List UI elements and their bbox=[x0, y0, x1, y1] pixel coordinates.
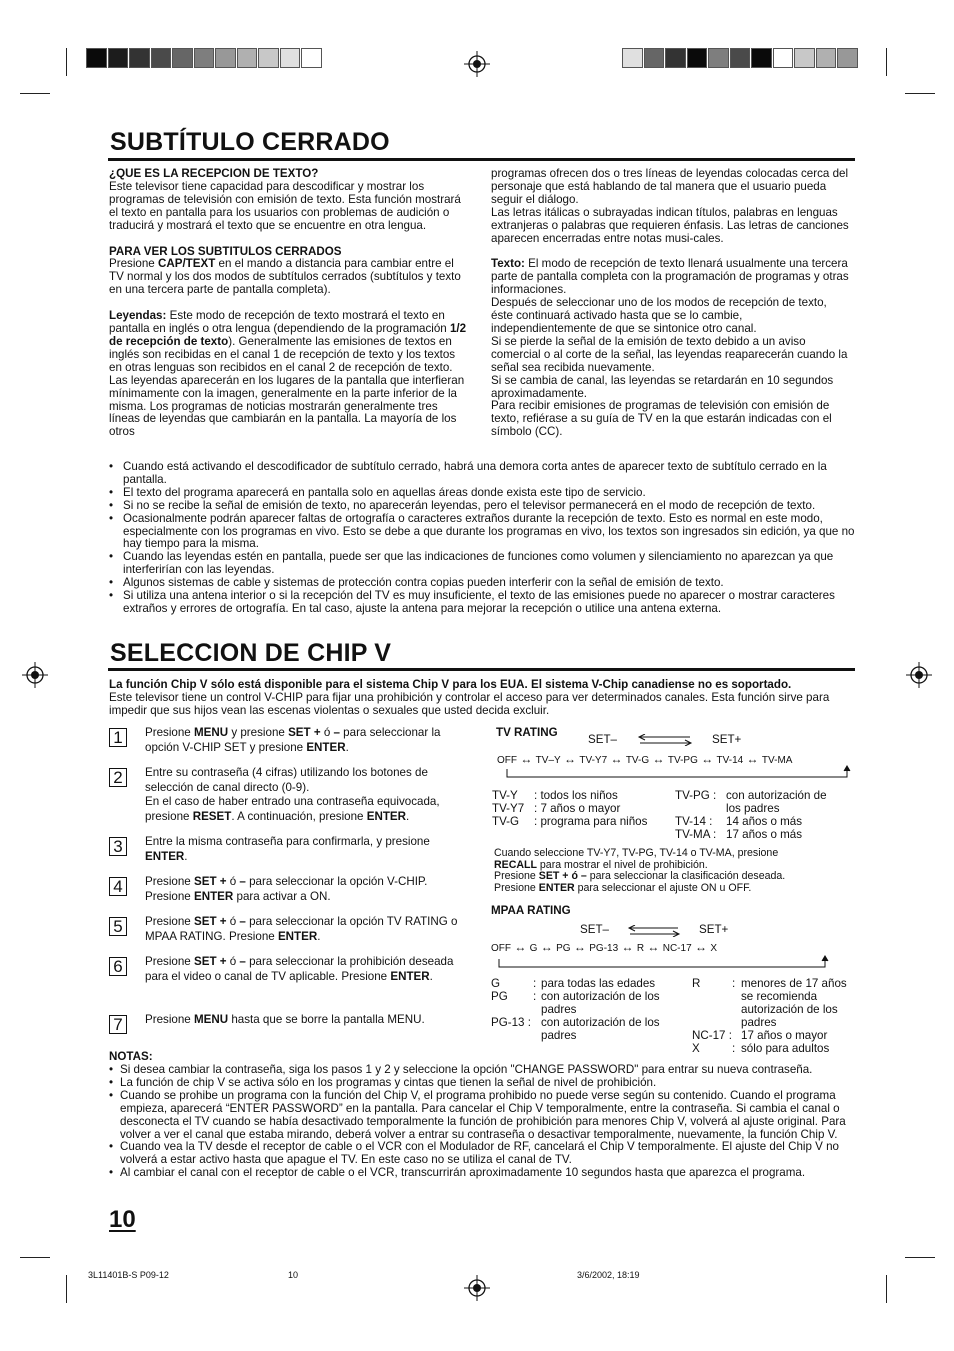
bidirectional-arrow-icon: ↔ bbox=[743, 752, 762, 766]
mpaa-set-minus: SET– bbox=[580, 923, 609, 936]
bullet-icon: • bbox=[109, 460, 114, 473]
color-swatch bbox=[794, 48, 815, 68]
crop-mark bbox=[20, 93, 50, 94]
tv-loop-arrow-icon bbox=[505, 763, 855, 781]
title-rule bbox=[108, 668, 855, 671]
step-number: 1 bbox=[109, 728, 127, 747]
bidirectional-arrow-icon: ↔ bbox=[691, 940, 711, 954]
rating-level: PG-13 bbox=[589, 943, 619, 954]
crop-mark bbox=[20, 1257, 50, 1258]
color-swatch bbox=[751, 48, 772, 68]
closed-caption-bullets bbox=[109, 461, 857, 616]
step-number: 7 bbox=[109, 1015, 127, 1034]
color-bar-right bbox=[622, 48, 859, 68]
color-swatch bbox=[622, 48, 643, 68]
bullet-icon: • bbox=[109, 511, 114, 525]
mpaa-loop-arrow-icon bbox=[497, 953, 833, 971]
rating-definition: TV-PG : con autorización de bbox=[675, 789, 827, 802]
rating-definition: R : menores de 17 años se recomienda autorización de los padres bbox=[692, 977, 847, 1029]
rating-definition: PG-13 : con autorización de los padres bbox=[491, 1015, 660, 1042]
rating-level: PG bbox=[556, 943, 571, 954]
tv-note: Presione ENTER para seleccionar el ajuste ON u OFF. bbox=[494, 882, 752, 895]
intro-text: Este televisor tiene un control V-CHIP para fijar una prohibición y controlar el acceso para ver determinados canales. Esta función sirve para impedir que sus hijos vean las escenas violentas o sexuales que usted decida excluir. bbox=[109, 690, 830, 717]
bidirectional-arrow-icon: ↔ bbox=[618, 940, 637, 954]
subheading-what-is-text: ¿QUE ES LA RECEPCION DE TEXTO? bbox=[109, 167, 319, 180]
rating-definition: TV-G : programa para niños bbox=[492, 814, 648, 828]
color-swatch bbox=[86, 48, 107, 68]
bullet-icon: • bbox=[109, 1166, 114, 1180]
bidirectional-arrow-icon: ↔ bbox=[537, 940, 557, 954]
intro-bold: La función Chip V sólo está disponible para el sistema Chip V para los EUA. El sistema V-Chip canadiense no es soportado. bbox=[109, 678, 792, 691]
rating-definition: G : para todas las edades bbox=[491, 977, 656, 990]
rating-definition: los padres bbox=[726, 801, 780, 815]
color-swatch bbox=[730, 48, 751, 68]
rating-level: TV-Y7 bbox=[579, 755, 608, 766]
rating-level: TV-G bbox=[625, 755, 650, 766]
bidirectional-arrow-icon: ↔ bbox=[649, 752, 668, 766]
rating-definition: TV-Y7 : 7 años o mayor bbox=[492, 801, 621, 815]
bullet-item: • El texto del programa aparecerá en pantalla solo en aquellas áreas donde exista este tipo de servicio. bbox=[109, 485, 646, 499]
page-number: 10 bbox=[109, 1206, 136, 1233]
tv-rating-heading: TV RATING bbox=[496, 726, 558, 739]
note-item: • Cuando vea la TV desde el receptor de cable o el VCR con el Modulador de RF, cancelará el Chip V temporalmente. El ajuste del Chip V no volverá a estar activo hasta que apague el TV. En este caso no se utiliza el canal de TV. bbox=[109, 1140, 840, 1167]
paragraph: Después de seleccionar uno de los modos de recepción de texto, éste continuará activado hasta que se lo cambie, independientemente de que se sintonice otro canal. bbox=[491, 296, 827, 335]
color-swatch bbox=[837, 48, 858, 68]
color-swatch bbox=[129, 48, 150, 68]
closed-caption-left-column bbox=[109, 168, 471, 439]
tv-note: RECALL para mostrar el nivel de prohibición. bbox=[494, 858, 708, 871]
rating-level: TV-MA bbox=[761, 755, 793, 766]
rating-definition: TV-14 : 14 años o más bbox=[675, 814, 803, 828]
step-text: Presione MENU hasta que se borre la pantalla MENU. bbox=[145, 1013, 425, 1026]
step-text: Presione SET + ó – para seleccionar la prohibición deseada para el video o canal de TV aplicable. Presione ENTER. bbox=[145, 955, 454, 983]
color-swatch bbox=[151, 48, 172, 68]
rating-level: R bbox=[636, 943, 645, 954]
paragraph: Para recibir emisiones de programas de televisión con emisión de texto, refiérase a su guía de TV en la que estarán indicadas con el símbolo (CC). bbox=[491, 399, 832, 439]
rating-level: TV-14 bbox=[716, 755, 744, 766]
paragraph: Si se cambia de canal, las leyendas se retardarán en 10 segundos aproximadamente. bbox=[491, 373, 834, 400]
paragraph: Este televisor tiene capacidad para descodificar y mostrar los programas de televisión con emisión de texto. Esta función mostrará el texto en pantalla para los usuarios con problemas de audición o traducirá y mostrará el texto que se encuentre en otra lengua. bbox=[109, 179, 461, 232]
mpaa-rating-sequence bbox=[491, 940, 851, 954]
tv-rating-defs-right bbox=[675, 790, 855, 842]
tv-note: Cuando seleccione TV-Y7, TV-PG, TV-14 o TV-MA, presione bbox=[494, 847, 779, 859]
rating-level: OFF bbox=[491, 943, 511, 954]
rating-definition: TV-Y : todos los niños bbox=[492, 789, 618, 802]
crop-mark bbox=[905, 93, 935, 94]
color-swatch bbox=[108, 48, 129, 68]
paragraph: Si se pierde la señal de la emisión de texto debido a un aviso comercial o al corte de la señal, las leyendas reaparecerán cuando la señal sea recibida nuevamente. bbox=[491, 334, 848, 374]
rating-level: G bbox=[529, 943, 538, 954]
paragraph: Presione CAP/TEXT en el mando a distancia para cambiar entre el TV normal y los dos modos de subtítulos cerrados (subtítulos y texto en una tercera parte de pantalla completa). bbox=[109, 257, 461, 297]
crop-mark bbox=[905, 1257, 935, 1258]
color-swatch bbox=[816, 48, 837, 68]
bullet-item: • Si utiliza una antena interior o si la recepción del TV es muy insuficiente, el texto de las emisiones puede no aparecer o mostrar caracteres extraños y errores de ortografía. En tal caso, ajuste la antena para mejorar la recepción o utilice una antena externa. bbox=[109, 589, 835, 615]
double-arrow-icon bbox=[636, 734, 694, 746]
tv-rating-notes bbox=[494, 848, 854, 895]
color-swatch bbox=[172, 48, 193, 68]
step-number: 4 bbox=[109, 877, 127, 896]
title-rule bbox=[108, 158, 855, 161]
paragraph-texto: Texto: El modo de recepción de texto llenará usualmente una tercera parte de pantalla completa con la programación de programas y otras informaciones. bbox=[491, 257, 849, 297]
bullet-item: • Si no se recibe la señal de emisión de texto, no aparecerán leyendas, pero el televisor permanecerá en el modo de recepción de texto. bbox=[109, 498, 816, 512]
paragraph: programas ofrecen dos o tres líneas de leyendas colocadas cerca del personaje que está hablando de tal manera que el usuario pueda seguir el diálogo. bbox=[491, 167, 849, 206]
footer-date: 3/6/2002, 18:19 bbox=[577, 1270, 640, 1280]
step-text: Presione SET + ó – para seleccionar la opción V-CHIP. Presione ENTER para activar a ON. bbox=[145, 875, 428, 903]
step-text: Entre su contraseña (4 cifras) utilizando los botones de selección de canal directo (0-9). En el caso de haber entrado una contraseña equivocada, presione RESET. A continuación, presione ENTER. bbox=[145, 766, 440, 823]
mpaa-set-plus: SET+ bbox=[699, 923, 729, 936]
subheading-view-captions: PARA VER LOS SUBTITULOS CERRADOS bbox=[109, 244, 342, 258]
tv-set-minus: SET– bbox=[588, 733, 617, 746]
color-swatch bbox=[215, 48, 236, 68]
bullet-icon: • bbox=[109, 589, 114, 603]
color-swatch bbox=[773, 48, 794, 68]
rating-level: TV-PG bbox=[667, 755, 698, 766]
bullet-item: • Ocasionalmente podrán aparecer faltas de ortografía o caracteres extraños durante la recepción de texto. Esto es normal en este modo, especialmente con los programas en vivo. Esto se debe a que durante los programas en vivo, los textos son ingresados sin edición, ya que no hay tiempo para la misma. bbox=[109, 511, 855, 551]
rating-level: TV–Y bbox=[535, 755, 561, 766]
step-text: Entre la misma contraseña para confirmarla, y presione ENTER. bbox=[145, 835, 430, 863]
double-arrow-icon bbox=[626, 925, 682, 937]
color-swatch bbox=[665, 48, 686, 68]
note-item: • Si desea cambiar la contraseña, siga los pasos 1 y 2 y seleccione la opción "CHANGE PASSWORD" para entrar su nueva contraseña. bbox=[109, 1063, 813, 1076]
note-item: • Al cambiar el canal con el receptor de cable o el VCR, transcurrirán aproximadamente 10 segundos hasta que aparezca el programa. bbox=[109, 1166, 806, 1180]
mpaa-defs-right bbox=[692, 978, 857, 1055]
bullet-icon: • bbox=[109, 1075, 114, 1089]
rating-level: OFF bbox=[497, 755, 517, 766]
bullet-icon: • bbox=[109, 576, 114, 590]
rating-definition: X : sólo para adultos bbox=[692, 1041, 830, 1055]
notes-list bbox=[109, 1064, 857, 1180]
note-item: • La función de chip V se activa sólo en los programas y cintas que tienen la señal de nivel de prohibición. bbox=[109, 1075, 657, 1089]
rating-level: X bbox=[710, 943, 717, 954]
bullet-icon: • bbox=[109, 1088, 114, 1102]
bidirectional-arrow-icon: ↔ bbox=[511, 940, 530, 954]
registration-mark-icon bbox=[464, 1275, 490, 1301]
registration-mark-icon bbox=[464, 51, 490, 77]
bullet-icon: • bbox=[109, 1063, 114, 1076]
section-title-closed-caption: SUBTÍTULO CERRADO bbox=[110, 128, 390, 156]
bidirectional-arrow-icon: ↔ bbox=[607, 752, 626, 766]
v-chip-intro bbox=[109, 679, 857, 718]
crop-mark bbox=[66, 1275, 67, 1303]
rating-level: NC-17 bbox=[662, 943, 692, 954]
rating-definition: NC-17 : 17 años o mayor bbox=[692, 1028, 828, 1042]
color-swatch bbox=[194, 48, 215, 68]
paragraph-leyendas: Leyendas: Este modo de recepción de texto mostrará el texto en pantalla en inglés o otra lengua (dependiendo de la programación 1/2 de recepción de texto). Generalmente las emisiones de textos en inglés son recibidas en el canal 1 de recepción de texto y los textos en otras lenguas son recibidos en el canal 2 de recepción de texto. Las leyendas aparecerán en los lugares de la pantalla que interfieran mínimamente con la imagen, generalmente en la parte inferior de la misma. Los programas de noticias mostrarán generalmente tres líneas de leyendas que cambiarán en la pantalla. La mayoría de los otros bbox=[109, 309, 467, 439]
color-swatch bbox=[237, 48, 258, 68]
bullet-icon: • bbox=[109, 485, 114, 499]
rating-definition: TV-MA : 17 años o más bbox=[675, 827, 803, 841]
notes-heading: NOTAS: bbox=[109, 1050, 153, 1063]
bullet-icon: • bbox=[109, 498, 114, 512]
bidirectional-arrow-icon: ↔ bbox=[517, 752, 536, 766]
bullet-icon: • bbox=[109, 1140, 114, 1154]
tv-rating-defs-left bbox=[492, 790, 672, 829]
crop-mark bbox=[66, 48, 67, 76]
bidirectional-arrow-icon: ↔ bbox=[560, 752, 580, 766]
bullet-item: • Cuando las leyendas estén en pantalla, puede ser que las indicaciones de funciones como volumen y silenciamiento no aparezcan ya que interferirían con las leyendas. bbox=[109, 550, 834, 577]
tv-note: Presione SET + ó – para seleccionar la clasificación deseada. bbox=[494, 870, 786, 883]
mpaa-rating-heading: MPAA RATING bbox=[491, 904, 571, 917]
bidirectional-arrow-icon: ↔ bbox=[697, 752, 717, 766]
bidirectional-arrow-icon: ↔ bbox=[570, 940, 590, 954]
registration-mark-icon bbox=[906, 662, 932, 688]
section-title-v-chip: SELECCION DE CHIP V bbox=[110, 639, 392, 667]
color-swatch bbox=[708, 48, 729, 68]
color-swatch bbox=[258, 48, 279, 68]
footer-file-id: 3L11401B-S P09-12 bbox=[88, 1270, 169, 1280]
step-text: Presione MENU y presione SET + ó – para seleccionar la opción V-CHIP SET y presione ENTER. bbox=[145, 726, 441, 754]
bullet-item: • Cuando está activando el descodificador de subtítulo cerrado, habrá una demora corta antes de aparecer texto de subtítulo cerrado en la pantalla. bbox=[109, 460, 827, 486]
crop-mark bbox=[886, 1275, 887, 1303]
step-number: 3 bbox=[109, 837, 127, 856]
footer-center-number: 10 bbox=[288, 1270, 299, 1280]
color-swatch bbox=[301, 48, 322, 68]
bidirectional-arrow-icon: ↔ bbox=[644, 940, 663, 954]
closed-caption-right-column bbox=[491, 168, 849, 439]
note-item: • Cuando se prohibe un programa con la función del Chip V, el programa prohibido no puede verse según su contenido. Cuando el programa empieza, aparecerá “ENTER PASSWORD” en la pantalla. Para cancelar el Chip V temporalmente, entre la contraseña. Si cambia el canal o desconecta el TV cuando se había desactivado temporalmente la función de prohibición para menores Chip V, volverá al ajuste original. Para volver a ver el canal que estaba mirando, deberá volver a entrar su contraseña o desactivar temporalmente, nuevamente, la función Chip V. bbox=[109, 1088, 846, 1141]
color-swatch bbox=[280, 48, 301, 68]
mpaa-defs-left bbox=[491, 978, 686, 1043]
registration-mark-icon bbox=[22, 662, 48, 688]
tv-set-plus: SET+ bbox=[712, 733, 742, 746]
color-bar-left bbox=[86, 48, 323, 68]
bullet-item: • Algunos sistemas de cable y sistemas de protección contra copias pueden interferir con la señal de emisión de texto. bbox=[109, 576, 724, 590]
step-text: Presione SET + ó – para seleccionar la opción TV RATING o MPAA RATING. Presione ENTER. bbox=[145, 915, 458, 943]
paragraph: Las letras itálicas o subrayadas indican títulos, palabras en lenguas extranjeras o palabras que requieren énfasis. Las letras de canciones aparecen encerradas entre notas musi-cales. bbox=[491, 205, 849, 245]
step-number: 5 bbox=[109, 917, 127, 936]
crop-mark bbox=[886, 48, 887, 76]
bullet-icon: • bbox=[109, 550, 114, 564]
color-swatch bbox=[644, 48, 665, 68]
rating-definition: PG : con autorización de los padres bbox=[491, 989, 660, 1016]
step-number: 6 bbox=[109, 957, 127, 976]
color-swatch bbox=[687, 48, 708, 68]
step-number: 2 bbox=[109, 768, 127, 787]
